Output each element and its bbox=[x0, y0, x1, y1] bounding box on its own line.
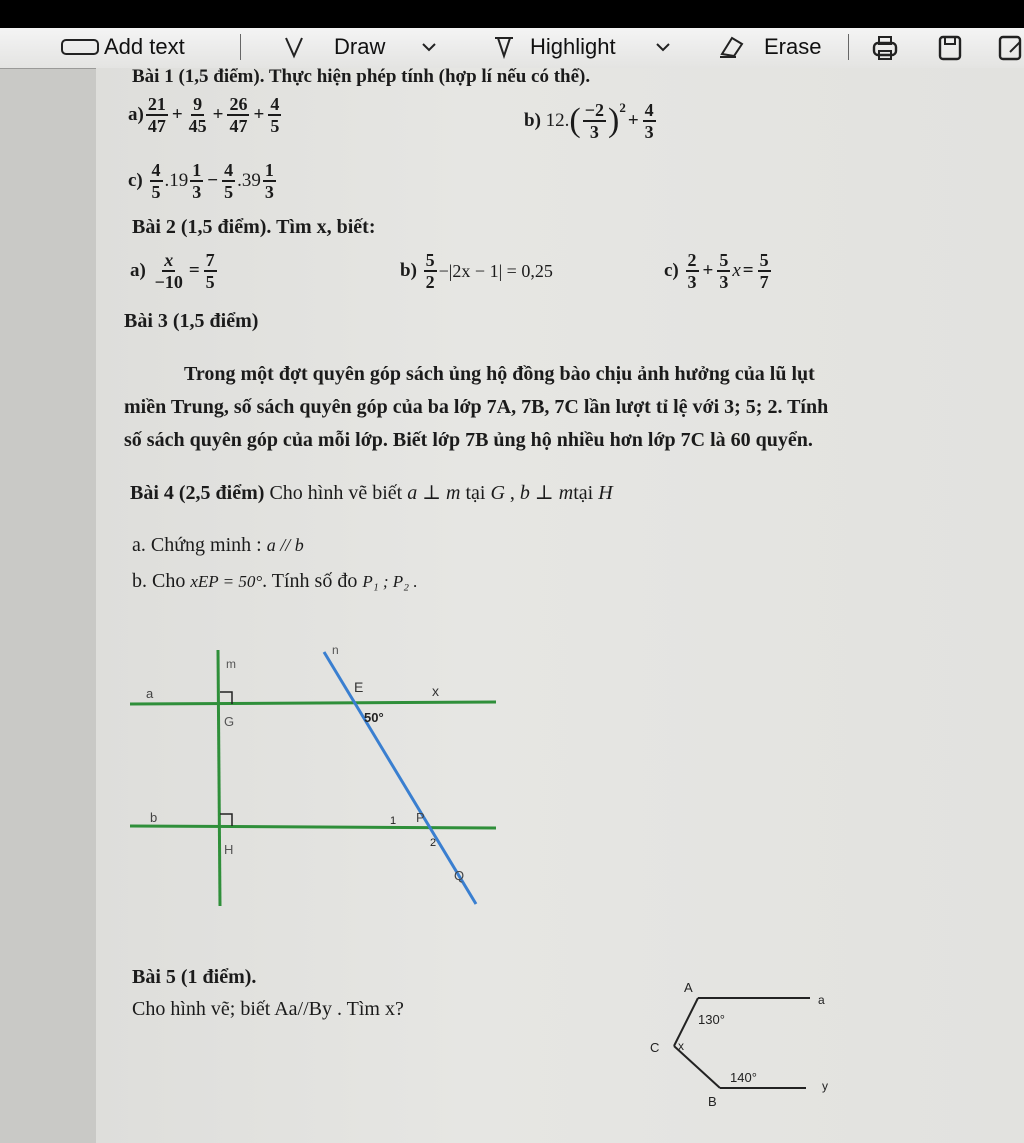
label-b-point: B bbox=[708, 1094, 717, 1109]
label-angle-130: 130° bbox=[698, 1012, 725, 1027]
fraction: $\frac{4}{5}$ bbox=[224, 160, 234, 202]
fraction: $\frac{1}{3}$ bbox=[192, 160, 202, 202]
label-q: Q bbox=[454, 868, 465, 883]
bai2-part-c: c) $\frac{2}{3}$ + $\frac{5}{3}$ x = $\frac{5}{7}$ bbox=[664, 250, 769, 292]
label-h: H bbox=[224, 842, 234, 857]
fraction: $\frac{4}{3}$ bbox=[644, 100, 654, 142]
label-n: n bbox=[332, 643, 339, 657]
fraction: $\frac{4}{5}$ bbox=[270, 94, 280, 136]
bai4-figure bbox=[120, 640, 520, 920]
label-angle-1: 1 bbox=[390, 815, 397, 827]
bai1-part-a: a) $\frac{21}{47}$ + $\frac{9}{45}$ + $\frac{26}{47}$ + $\frac{4}{5}$ bbox=[128, 94, 280, 136]
fraction: $\frac{21}{47}$ bbox=[147, 94, 166, 136]
label-x-angle: x bbox=[678, 1039, 684, 1053]
bai3-line-3: số sách quyên góp của mỗi lớp. Biết lớp 7B ủng hộ nhiều hơn lớp 7C là 60 quyển. bbox=[124, 429, 813, 451]
bai5-text: Cho hình vẽ; biết Aa//By . Tìm x? bbox=[132, 998, 404, 1020]
coefficient: 12. bbox=[545, 110, 570, 131]
exponent: 2 bbox=[619, 100, 626, 115]
fraction: $\frac{5}{2}$ bbox=[425, 250, 435, 292]
fraction: $\frac{1}{3}$ bbox=[264, 160, 274, 202]
text-tool-icon[interactable] bbox=[60, 34, 100, 66]
line-a bbox=[130, 702, 496, 704]
fraction: $\frac{x}{-10}$ bbox=[154, 250, 183, 292]
highlight-button[interactable]: Highlight bbox=[530, 34, 616, 59]
label-g: G bbox=[224, 714, 235, 729]
label-y-ray: y bbox=[822, 1079, 828, 1093]
erase-button[interactable]: Erase bbox=[764, 34, 822, 59]
pen-icon[interactable] bbox=[282, 34, 306, 66]
eraser-icon[interactable] bbox=[716, 34, 746, 66]
bai1-header: Bài 1 (1,5 điểm). Thực hiện phép tính (hợp lí nếu có thể). bbox=[132, 66, 591, 87]
right-angle-mark-h bbox=[220, 814, 232, 826]
label-angle-50: 50° bbox=[364, 710, 384, 725]
fraction: $\frac{5}{7}$ bbox=[759, 250, 769, 292]
toolbar-divider bbox=[848, 34, 849, 60]
fraction: $\frac{-2}{3}$ bbox=[584, 100, 604, 142]
bai5-header: Bài 5 (1 điểm). bbox=[132, 966, 257, 988]
chevron-down-icon[interactable] bbox=[420, 34, 438, 66]
bai2-part-a: a) $\frac{x}{-10}$ = $\frac{7}{5}$ bbox=[130, 250, 215, 292]
line-n bbox=[324, 652, 476, 904]
label-a-point: A bbox=[684, 982, 693, 995]
label-b: b bbox=[150, 810, 158, 825]
save-icon[interactable] bbox=[936, 34, 964, 68]
bai5-figure bbox=[640, 982, 840, 1112]
fraction: $\frac{5}{3}$ bbox=[719, 250, 729, 292]
part-label: c) bbox=[664, 260, 679, 281]
part-label: b) bbox=[400, 260, 417, 281]
save-as-icon[interactable] bbox=[996, 34, 1024, 68]
label-p: P bbox=[416, 810, 425, 825]
fraction: $\frac{4}{5}$ bbox=[151, 160, 161, 202]
chevron-down-icon[interactable] bbox=[654, 34, 672, 66]
bai3-line-1: Trong một đợt quyên góp sách ủng hộ đồng bào chịu ảnh hưởng của lũ lụt bbox=[184, 363, 815, 385]
label-m: m bbox=[226, 657, 236, 671]
part-label: b) bbox=[524, 110, 541, 131]
label-a: a bbox=[146, 686, 154, 701]
line-b bbox=[130, 826, 496, 828]
bai2-header: Bài 2 (1,5 điểm). Tìm x, biết: bbox=[132, 216, 376, 238]
bai1-part-b: b) 12. ( $\frac{-2}{3}$ ) $^2$ + $\frac{4}{3}$ bbox=[524, 100, 654, 142]
bai1-part-c: c) $\frac{4}{5}$ .19 $\frac{1}{3}$ − $\frac{4}{5}$ .39 $\frac{1}{3}$ bbox=[128, 160, 274, 202]
print-icon[interactable] bbox=[870, 34, 900, 68]
line-m bbox=[218, 650, 220, 906]
highlighter-icon[interactable] bbox=[492, 34, 516, 66]
bai3-line-2: miền Trung, số sách quyên góp của ba lớp 7A, 7B, 7C lần lượt tỉ lệ với 3; 5; 2. Tính bbox=[124, 396, 829, 418]
toolbar-divider bbox=[240, 34, 241, 60]
fraction: $\frac{9}{45}$ bbox=[188, 94, 207, 136]
fraction: $\frac{2}{3}$ bbox=[687, 250, 697, 292]
label-x: x bbox=[432, 683, 439, 699]
bai3-header: Bài 3 (1,5 điểm) bbox=[124, 310, 259, 332]
part-label: a) bbox=[128, 104, 144, 125]
bai4-part-a: a. Chứng minh : a // b bbox=[132, 534, 304, 556]
fraction: $\frac{7}{5}$ bbox=[205, 250, 215, 292]
fraction: $\frac{26}{47}$ bbox=[229, 94, 248, 136]
add-text-button[interactable]: Add text bbox=[104, 34, 185, 59]
bai4-part-b: b. Cho xEP = 50°. Tính số đo P₁ ; P₂ . bbox=[132, 570, 418, 592]
label-angle-2: 2 bbox=[430, 837, 437, 849]
part-label: a) bbox=[130, 260, 146, 281]
draw-button[interactable]: Draw bbox=[334, 34, 386, 59]
bai4-header: Bài 4 (2,5 điểm) Cho hình vẽ biết a ⊥ m tại G , b ⊥ mtại H bbox=[130, 482, 613, 504]
bai2-part-b bbox=[400, 250, 553, 292]
part-label: c) bbox=[128, 170, 143, 191]
label-e: E bbox=[354, 679, 364, 695]
label-c-point: C bbox=[650, 1040, 660, 1055]
label-angle-140: 140° bbox=[730, 1070, 757, 1085]
label-a-ray: a bbox=[818, 993, 825, 1007]
equation-rest: −|2x − 1| = 0,25 bbox=[438, 260, 553, 281]
annotation-toolbar bbox=[0, 28, 1024, 69]
